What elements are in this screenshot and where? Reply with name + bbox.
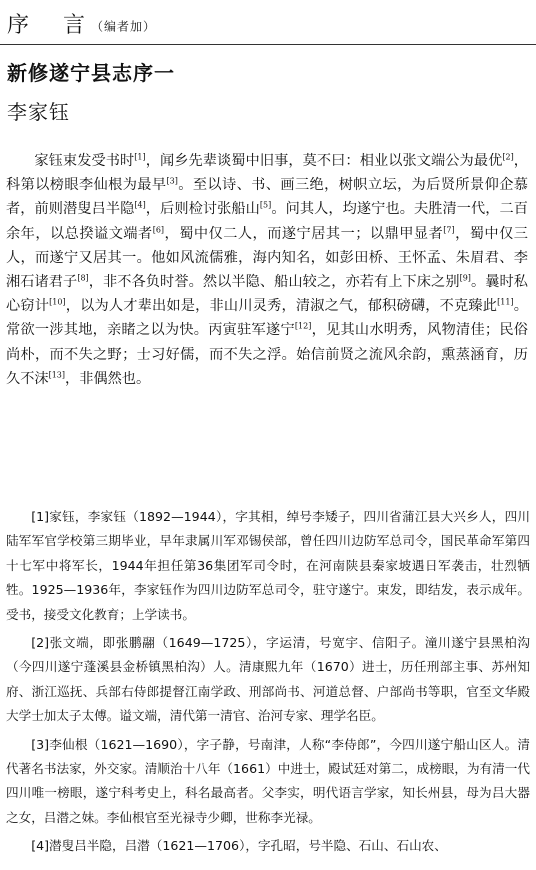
- header-rule: [0, 44, 536, 45]
- text-run: ，见其山水明秀，风物清佳；民俗尚朴，而不失之野；士习好儒，而不失之浮。始信前贤之流风余韵，熏蒸涵育，历久不沫: [6, 322, 528, 387]
- text-run: ，蜀中仅三人，而遂宁又居其一。他如风流儒雅，海内知名，如彭田桥、王怀孟、朱眉君、李湘石诸君子: [6, 225, 528, 291]
- text-run: 。常欲一涉其地，亲睹之以为快。丙寅驻军遂宁: [6, 298, 528, 339]
- section-title: 序 言: [7, 13, 92, 38]
- text-run: ，后则检讨张船山: [145, 201, 260, 218]
- editor-note: （编者加）: [91, 19, 157, 34]
- text-run: ，以为人才辈出如是，非山川灵秀，清淑之气，郁积磅礴，不克臻此: [65, 298, 498, 315]
- footnote-1: [1]家钰，李家钰（1892—1944），字其相，绰号李矮子，四川省蒲江县大兴乡人，四川陆军军官学校第三期毕业，早年隶属川军邓锡侯部，曾任四川边防军总司令，国民革命军第四十七军中将军长，1944年担任第36集团军司令时，在河南陕县秦家坡遇日军袭击，壮烈牺牲。1925—1936年，李家钰作为四川边防军总司令，驻守遂宁。束发，即结发，表示成年。受书，接受文化教育；上学读书。: [6, 509, 530, 622]
- text-run: 家钰束发受书时: [34, 153, 135, 169]
- footnote-ref: [6]: [152, 224, 165, 234]
- footnote-2: [2]张文端，即张鹏翮（1649—1725），字运清，号宽宇、信阳子。潼川遂宁县黑柏沟（今四川遂宁蓬溪县金桥镇黑柏沟）人。清康熙九年（1670）进士，历任刑部主事、苏州知府、浙江巡抚、兵部右侍郎提督江南学政、刑部尚书、河道总督、户部尚书等职，官至文华殿大学士加太子太傅。谥文端，清代第一清官、治河专家、理学名臣。: [6, 635, 530, 724]
- main-text: [6, 149, 528, 391]
- footnote-ref: [13]: [48, 370, 65, 380]
- text-run: ，闻乡先辈谈蜀中旧事，莫不曰：相业以张文端公为最优: [145, 153, 503, 169]
- footnotes: [6, 505, 530, 863]
- footnote-ref: [9]: [459, 273, 471, 283]
- main-paragraph: [6, 149, 528, 391]
- footnote-ref: [10]: [49, 297, 66, 307]
- footnote-ref: [12]: [294, 321, 312, 331]
- footnote-4: [4]潜叟吕半隐，吕潜（1621—1706），字孔昭，号半隐、石山、石山农、: [31, 838, 447, 854]
- footnote-ref: [1]: [134, 152, 146, 162]
- article-title: 新修遂宁县志序一: [7, 61, 175, 85]
- footnote-ref: [3]: [166, 176, 178, 186]
- footnote-3: [3]李仙根（1621—1690），字子静，号南津，人称“李侍郎”，今四川遂宁船山区人。清代著名书法家，外交家。清顺治十八年（1661）中进士，殿试廷对第二，成榜眼，为有清一代四川唯一榜眼，遂宁科考史上，科名最高者。父李实，明代语言学家，知长州县，母为吕大器之女，吕潜之妹。李仙根官至光禄寺少卿，世称李光禄。: [6, 736, 530, 825]
- text-run: ，非偶然也。: [65, 370, 151, 387]
- section-header: [7, 8, 156, 39]
- footnote-ref: [11]: [497, 297, 514, 307]
- footnote-ref: [8]: [77, 273, 89, 283]
- text-run: ，科第以榜眼李仙根为最早: [6, 153, 528, 194]
- footnote-ref: [7]: [443, 224, 455, 234]
- text-run: ，非不各负时誉。然以半隐、船山较之，亦若有上下床之别: [88, 274, 460, 291]
- text-run: 。曩时私心窃计: [6, 274, 528, 315]
- text-run: 。至以诗、书、画三绝，树帜立坛，为后贤所景仰企慕者，前则潜叟吕半隐: [6, 177, 528, 218]
- footnote-ref: [5]: [259, 200, 272, 210]
- article-author: 李家钰: [7, 100, 70, 124]
- footnote-ref: [4]: [134, 200, 146, 210]
- footnote-ref: [2]: [502, 152, 514, 162]
- text-run: 。问其人，均遂宁也。夫胜清一代，二百余年，以总揆谥文端者: [6, 201, 528, 242]
- text-run: ，蜀中仅二人，而遂宁居其一；以鼎甲显者: [164, 225, 444, 242]
